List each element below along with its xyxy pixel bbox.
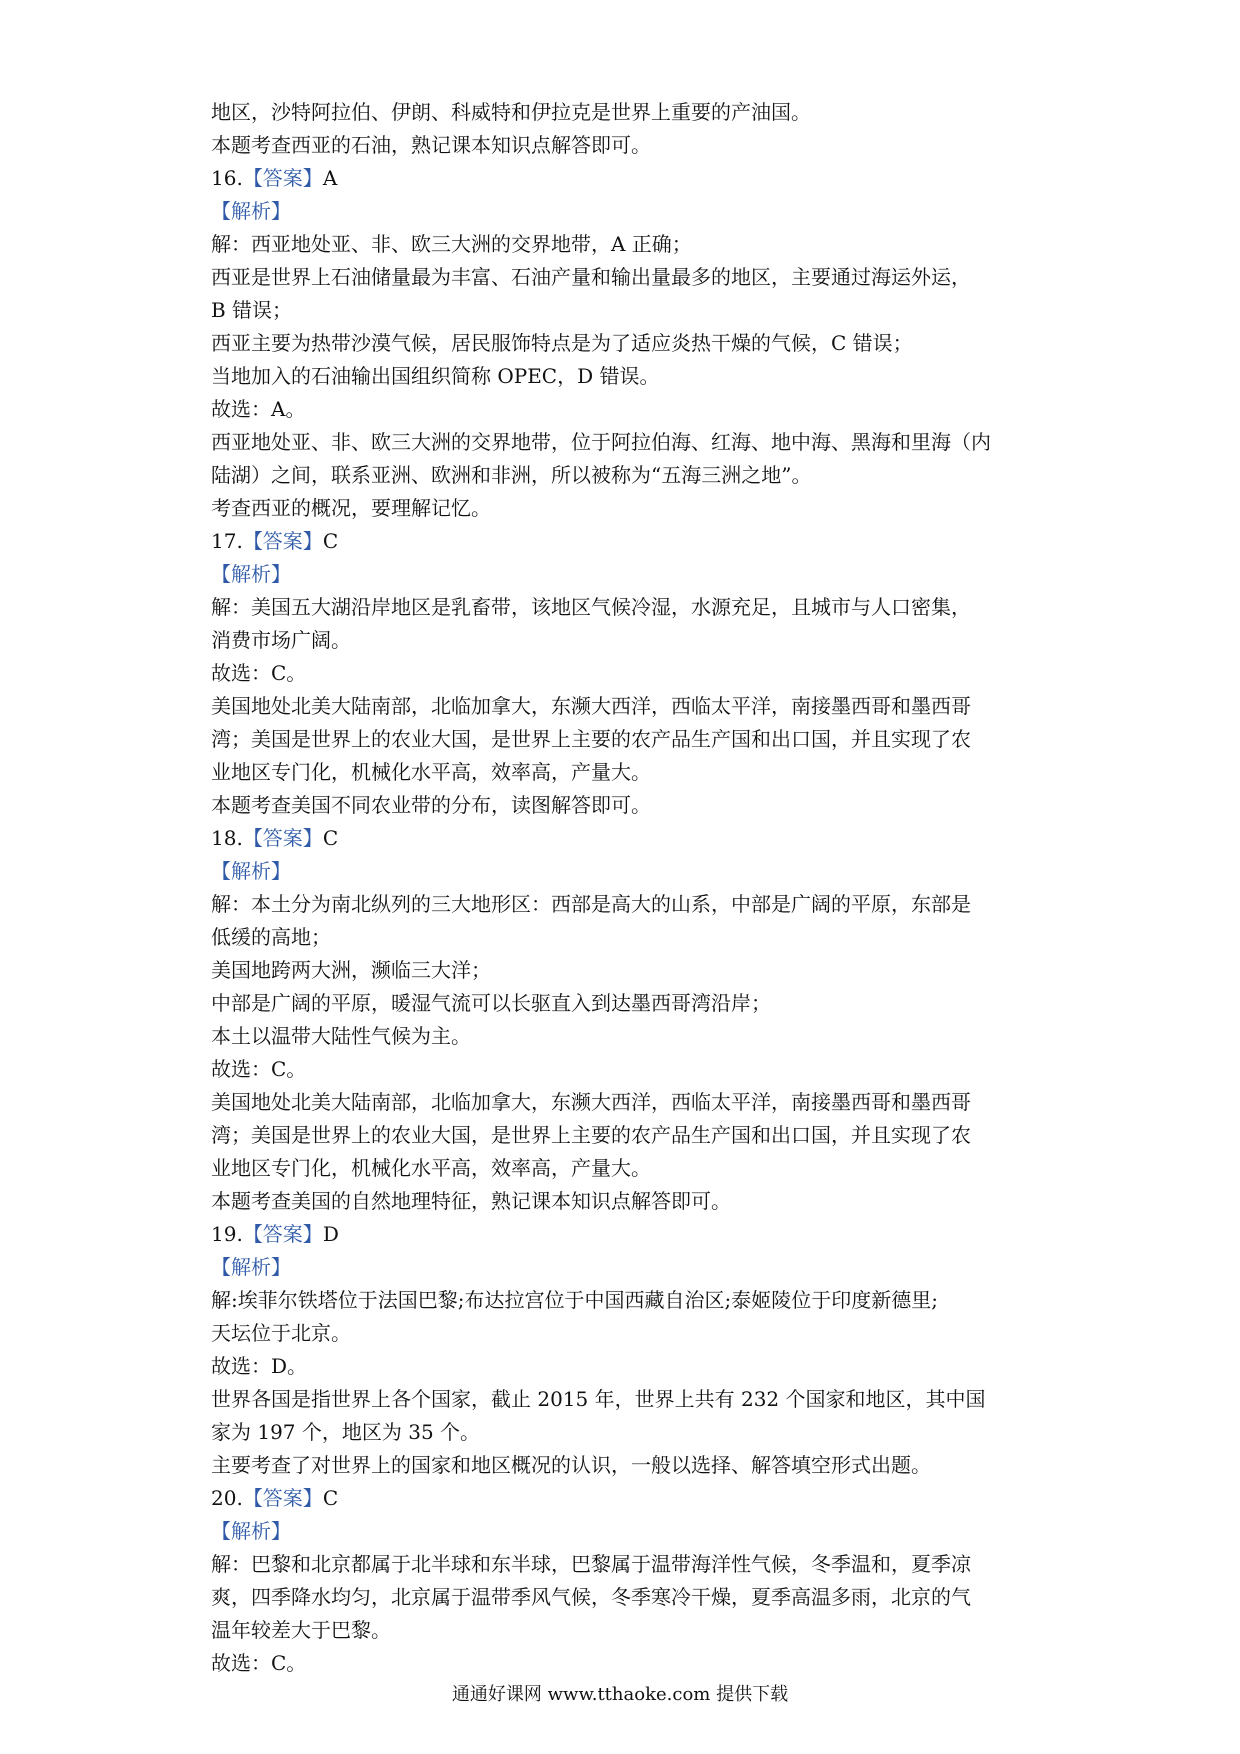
- text-line: 家为 197 个，地区为 35 个。: [211, 1420, 481, 1444]
- analysis-label: 【解析】: [211, 859, 291, 883]
- text-line: 故选：C。: [211, 661, 307, 685]
- answer-heading: [211, 1482, 1041, 1515]
- text-line: 本题考查美国的自然地理特征，熟记课本知识点解答即可。: [211, 1189, 731, 1213]
- answer-value: C: [322, 529, 339, 553]
- page-footer: 通通好课网 www.tthaoke.com 提供下载: [451, 1684, 789, 1705]
- text-line: 美国地处北美大陆南部，北临加拿大，东濒大西洋，西临太平洋，南接墨西哥和墨西哥: [211, 1090, 971, 1114]
- text-line: 故选：C。: [211, 1057, 307, 1081]
- text-line: 消费市场广阔。: [211, 628, 351, 652]
- question-number: 17.: [211, 529, 243, 553]
- text-line: 解:埃菲尔铁塔位于法国巴黎;布达拉宫位于中国西藏自治区;泰姬陵位于印度新德里;: [211, 1288, 938, 1312]
- analysis-label: 【解析】: [211, 1255, 291, 1279]
- question-number: 20.: [211, 1486, 243, 1510]
- answer-label: 【答案】: [242, 826, 323, 850]
- answer-heading: [211, 525, 1041, 558]
- text-line: 业地区专门化，机械化水平高，效率高，产量大。: [211, 760, 651, 784]
- text-line: 温年较差大于巴黎。: [211, 1618, 391, 1642]
- text-line: 美国地处北美大陆南部，北临加拿大，东濒大西洋，西临太平洋，南接墨西哥和墨西哥: [211, 694, 971, 718]
- text-line: 解：西亚地处亚、非、欧三大洲的交界地带，A 正确；: [211, 232, 692, 256]
- text-line: 西亚主要为热带沙漠气候，居民服饰特点是为了适应炎热干燥的气候，C 错误；: [211, 331, 913, 355]
- text-line: 主要考查了对世界上的国家和地区概况的认识，一般以选择、解答填空形式出题。: [211, 1453, 931, 1477]
- text-line: 故选：A。: [211, 397, 306, 421]
- text-line: 本题考查美国不同农业带的分布，读图解答即可。: [211, 793, 651, 817]
- text-line: 低缓的高地；: [211, 925, 331, 949]
- text-line: 故选：C。: [211, 1651, 307, 1675]
- text-line: 本题考查西亚的石油，熟记课本知识点解答即可。: [211, 133, 651, 157]
- answer-value: C: [322, 1486, 339, 1510]
- text-line: 故选：D。: [211, 1354, 308, 1378]
- text-line: 解：美国五大湖沿岸地区是乳畜带，该地区气候冷湿，水源充足，且城市与人口密集，: [211, 595, 971, 619]
- document-body: [211, 96, 1041, 1680]
- question-number: 18.: [211, 826, 243, 850]
- answer-label: 【答案】: [242, 166, 323, 190]
- answer-heading: [211, 1218, 1041, 1251]
- question-number: 16.: [211, 166, 243, 190]
- text-line: 解：巴黎和北京都属于北半球和东半球，巴黎属于温带海洋性气候，冬季温和，夏季凉: [211, 1552, 971, 1576]
- text-line: 业地区专门化，机械化水平高，效率高，产量大。: [211, 1156, 651, 1180]
- text-line: 陆湖）之间，联系亚洲、欧洲和非洲，所以被称为“五海三洲之地”。: [211, 463, 812, 487]
- text-line: 湾；美国是世界上的农业大国，是世界上主要的农产品生产国和出口国，并且实现了农: [211, 727, 971, 751]
- text-line: 考查西亚的概况，要理解记忆。: [211, 496, 491, 520]
- analysis-label: 【解析】: [211, 562, 291, 586]
- answer-heading: [211, 162, 1041, 195]
- text-line: 世界各国是指世界上各个国家，截止 2015 年，世界上共有 232 个国家和地区，其中国: [211, 1387, 986, 1411]
- question-number: 19.: [211, 1222, 243, 1246]
- text-line: 美国地跨两大洲，濒临三大洋；: [211, 958, 491, 982]
- answer-label: 【答案】: [242, 529, 323, 553]
- text-line: 西亚是世界上石油储量最为丰富、石油产量和输出量最多的地区，主要通过海运外运，: [211, 265, 971, 289]
- text-line: 本土以温带大陆性气候为主。: [211, 1024, 471, 1048]
- answer-value: A: [322, 166, 338, 190]
- analysis-label: 【解析】: [211, 1519, 291, 1543]
- answer-label: 【答案】: [242, 1486, 323, 1510]
- answer-heading: [211, 822, 1041, 855]
- answer-value: C: [322, 826, 339, 850]
- text-line: 天坛位于北京。: [211, 1321, 351, 1345]
- text-line: 爽，四季降水均匀，北京属于温带季风气候，冬季寒冷干燥，夏季高温多雨，北京的气: [211, 1585, 971, 1609]
- text-line: 地区，沙特阿拉伯、伊朗、科威特和伊拉克是世界上重要的产油国。: [211, 100, 811, 124]
- text-line: 中部是广阔的平原，暖湿气流可以长驱直入到达墨西哥湾沿岸；: [211, 991, 771, 1015]
- text-line: 解：本土分为南北纵列的三大地形区：西部是高大的山系，中部是广阔的平原，东部是: [211, 892, 971, 916]
- text-line: 湾；美国是世界上的农业大国，是世界上主要的农产品生产国和出口国，并且实现了农: [211, 1123, 971, 1147]
- answer-label: 【答案】: [242, 1222, 323, 1246]
- answer-value: D: [322, 1222, 339, 1246]
- text-line: 当地加入的石油输出国组织简称 OPEC，D 错误。: [211, 364, 660, 388]
- text-line: B 错误；: [211, 298, 293, 322]
- text-line: 西亚地处亚、非、欧三大洲的交界地带，位于阿拉伯海、红海、地中海、黑海和里海（内: [211, 430, 991, 454]
- analysis-label: 【解析】: [211, 199, 291, 223]
